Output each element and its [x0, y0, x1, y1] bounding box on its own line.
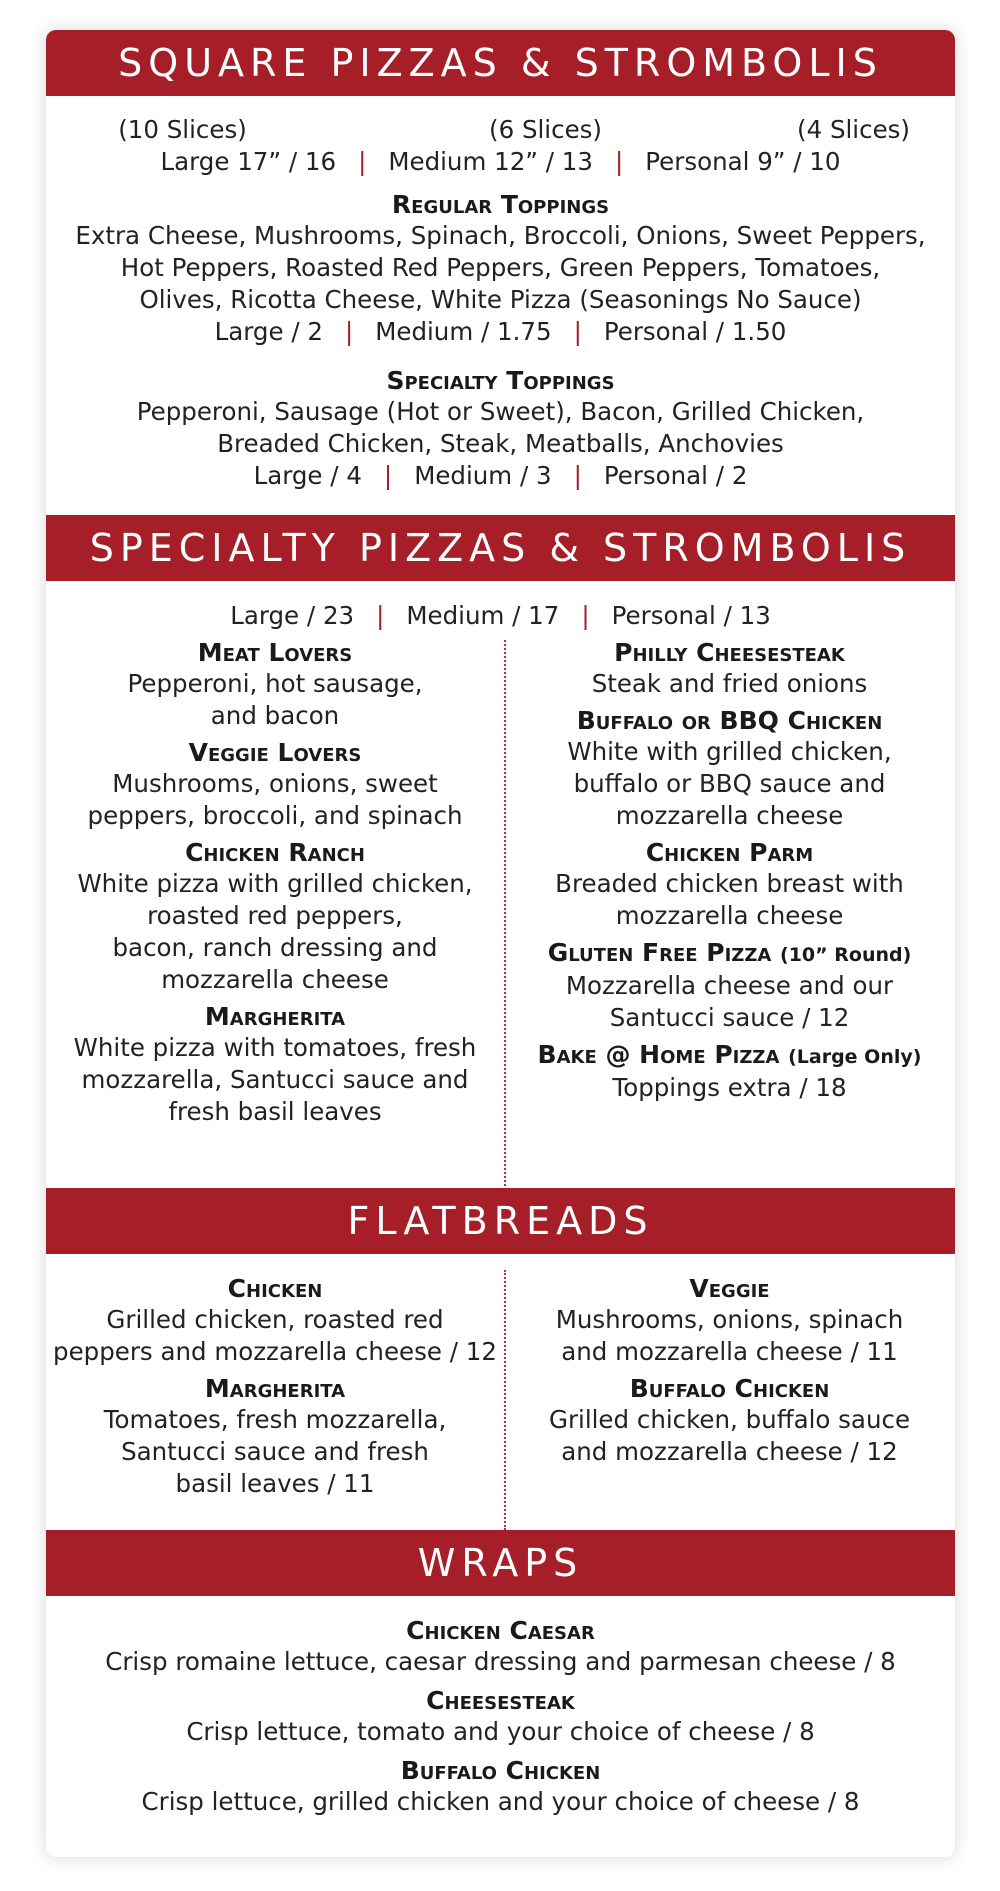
price-medium: Medium / 17 [406, 601, 560, 630]
section-header-specialty-pizzas [46, 515, 955, 581]
section-title: SQUARE PIZZAS & STROMBOLIS [118, 41, 883, 85]
item-desc: Crisp lettuce, tomato and your choice of cheese / 8 [186, 1717, 815, 1746]
item-title: Gluten Free Pizza [547, 938, 772, 967]
price-medium: Medium / 1.75 [375, 317, 552, 346]
item-name: Meat Lovers [197, 638, 353, 667]
item-name: Veggie [689, 1274, 770, 1303]
specialty-prices: Large / 23 | Medium / 17 | Personal / 13 [230, 601, 771, 630]
item-desc: mozzarella cheese [615, 801, 844, 830]
menu-item [504, 706, 955, 832]
menu-card [46, 30, 955, 1857]
item-desc: peppers and mozzarella cheese / 12 [53, 1337, 497, 1366]
item-name: Buffalo Chicken [629, 1374, 830, 1403]
section-title: WRAPS [417, 1541, 584, 1585]
price-large: Large / 23 [230, 601, 355, 630]
item-name: Philly Cheesesteak [614, 638, 845, 667]
specialty-toppings-prices: Large / 4 | Medium / 3 | Personal / 2 [253, 461, 748, 490]
item-name: Veggie Lovers [188, 738, 362, 767]
specialty-toppings-line: Breaded Chicken, Steak, Meatballs, Anchovies [217, 429, 784, 458]
item-name: Chicken [227, 1274, 323, 1303]
item-desc: Pepperoni, hot sausage, [127, 669, 423, 698]
slices-medium: (6 Slices) [489, 115, 602, 144]
menu-item [504, 1274, 955, 1368]
item-desc: roasted red peppers, [147, 901, 403, 930]
item-desc: Grilled chicken, buffalo sauce [548, 1405, 911, 1434]
slices-personal: (4 Slices) [797, 115, 910, 144]
item-name: Margherita [204, 1002, 346, 1031]
price-personal: Personal / 2 [603, 461, 748, 490]
item-desc: Toppings extra / 18 [612, 1073, 847, 1102]
size-prices: Large 17” / 16 | Medium 12” / 13 | Personal 9” / 10 [160, 147, 841, 176]
item-name [504, 938, 955, 970]
slices-large: (10 Slices) [118, 115, 247, 144]
specialty-toppings-line: Pepperoni, Sausage (Hot or Sweet), Bacon, Grilled Chicken, [136, 397, 865, 426]
item-name: Buffalo Chicken [400, 1756, 601, 1785]
item-desc: Crisp romaine lettuce, caesar dressing and parmesan cheese / 8 [105, 1647, 896, 1676]
price-large: Large / 2 [214, 317, 323, 346]
item-note: (10” Round) [780, 944, 912, 966]
menu-item [46, 1756, 955, 1818]
section-header-wraps [46, 1530, 955, 1596]
regular-toppings-line: Hot Peppers, Roasted Red Peppers, Green Peppers, Tomatoes, [120, 253, 881, 282]
menu-item [46, 1374, 504, 1500]
price-large: Large / 4 [253, 461, 362, 490]
item-name [504, 1040, 955, 1072]
item-name: Chicken Ranch [185, 838, 365, 867]
wraps-list [46, 1610, 955, 1818]
menu-item [504, 938, 955, 1034]
section-title: FLATBREADS [347, 1199, 654, 1243]
item-desc: Grilled chicken, roasted red [106, 1305, 444, 1334]
flatbreads-right-column [504, 1268, 955, 1472]
item-desc: and mozzarella cheese / 11 [561, 1337, 898, 1366]
price-personal: Personal / 13 [611, 601, 771, 630]
item-desc: White with grilled chicken, [567, 737, 892, 766]
item-desc: White pizza with grilled chicken, [77, 869, 473, 898]
item-name: Buffalo or BBQ Chicken [576, 706, 883, 735]
menu-item [504, 638, 955, 700]
item-desc: bacon, ranch dressing and [112, 933, 438, 962]
slice-counts [46, 114, 955, 146]
specialty-toppings [46, 360, 955, 492]
specialty-left-column [46, 632, 504, 1132]
item-desc: Santucci sauce / 12 [609, 1003, 850, 1032]
menu-item [504, 1374, 955, 1468]
item-desc: Steak and fried onions [591, 669, 868, 698]
item-desc: Mozzarella cheese and our [565, 971, 894, 1000]
section-title: SPECIALTY PIZZAS & STROMBOLIS [89, 526, 912, 570]
item-name: Chicken Caesar [406, 1616, 595, 1645]
item-desc: fresh basil leaves [168, 1097, 382, 1126]
item-desc: buffalo or BBQ sauce and [573, 769, 886, 798]
item-desc: Tomatoes, fresh mozzarella, [103, 1405, 447, 1434]
item-desc: Crisp lettuce, grilled chicken and your choice of cheese / 8 [141, 1787, 860, 1816]
item-desc: mozzarella, Santucci sauce and [81, 1065, 469, 1094]
size-large: Large 17” / 16 [160, 147, 337, 176]
menu-item [46, 1616, 955, 1678]
specialty-toppings-heading: Specialty Toppings [386, 366, 615, 395]
menu-item [46, 738, 504, 832]
price-personal: Personal / 1.50 [603, 317, 787, 346]
item-desc: Mushrooms, onions, spinach [555, 1305, 904, 1334]
item-desc: basil leaves / 11 [175, 1469, 375, 1498]
item-name: Margherita [204, 1374, 346, 1403]
menu-item [46, 838, 504, 996]
menu-item [504, 838, 955, 932]
regular-toppings-line: Extra Cheese, Mushrooms, Spinach, Broccoli, Onions, Sweet Peppers, [75, 221, 926, 250]
item-note: (Large Only) [788, 1046, 922, 1068]
item-desc: peppers, broccoli, and spinach [87, 801, 463, 830]
menu-item [46, 1274, 504, 1368]
price-medium: Medium / 3 [414, 461, 552, 490]
item-desc: mozzarella cheese [615, 901, 844, 930]
flatbreads-left-column [46, 1268, 504, 1504]
section-header-square-pizzas [46, 30, 955, 96]
item-desc: Breaded chicken breast with [555, 869, 904, 898]
size-medium: Medium 12” / 13 [388, 147, 593, 176]
menu-item [46, 1002, 504, 1128]
item-desc: and bacon [210, 701, 340, 730]
item-desc: Santucci sauce and fresh [121, 1437, 429, 1466]
menu-item [46, 1686, 955, 1748]
regular-toppings [46, 184, 955, 348]
item-desc: Mushrooms, onions, sweet [112, 769, 438, 798]
regular-toppings-line: Olives, Ricotta Cheese, White Pizza (Seasonings No Sauce) [139, 285, 862, 314]
size-personal: Personal 9” / 10 [645, 147, 841, 176]
item-desc: White pizza with tomatoes, fresh [73, 1033, 477, 1062]
specialty-right-column [504, 632, 955, 1108]
section-header-flatbreads [46, 1188, 955, 1254]
item-name: Chicken Parm [645, 838, 814, 867]
item-desc: mozzarella cheese [161, 965, 389, 994]
regular-toppings-heading: Regular Toppings [391, 190, 610, 219]
regular-toppings-prices: Large / 2 | Medium / 1.75 | Personal / 1.50 [214, 317, 787, 346]
square-sizes [46, 114, 955, 178]
menu-item [46, 638, 504, 732]
item-name: Cheesesteak [426, 1686, 575, 1715]
item-title: Bake @ Home Pizza [537, 1040, 780, 1069]
menu-item [504, 1040, 955, 1104]
item-desc: and mozzarella cheese / 12 [561, 1437, 898, 1466]
